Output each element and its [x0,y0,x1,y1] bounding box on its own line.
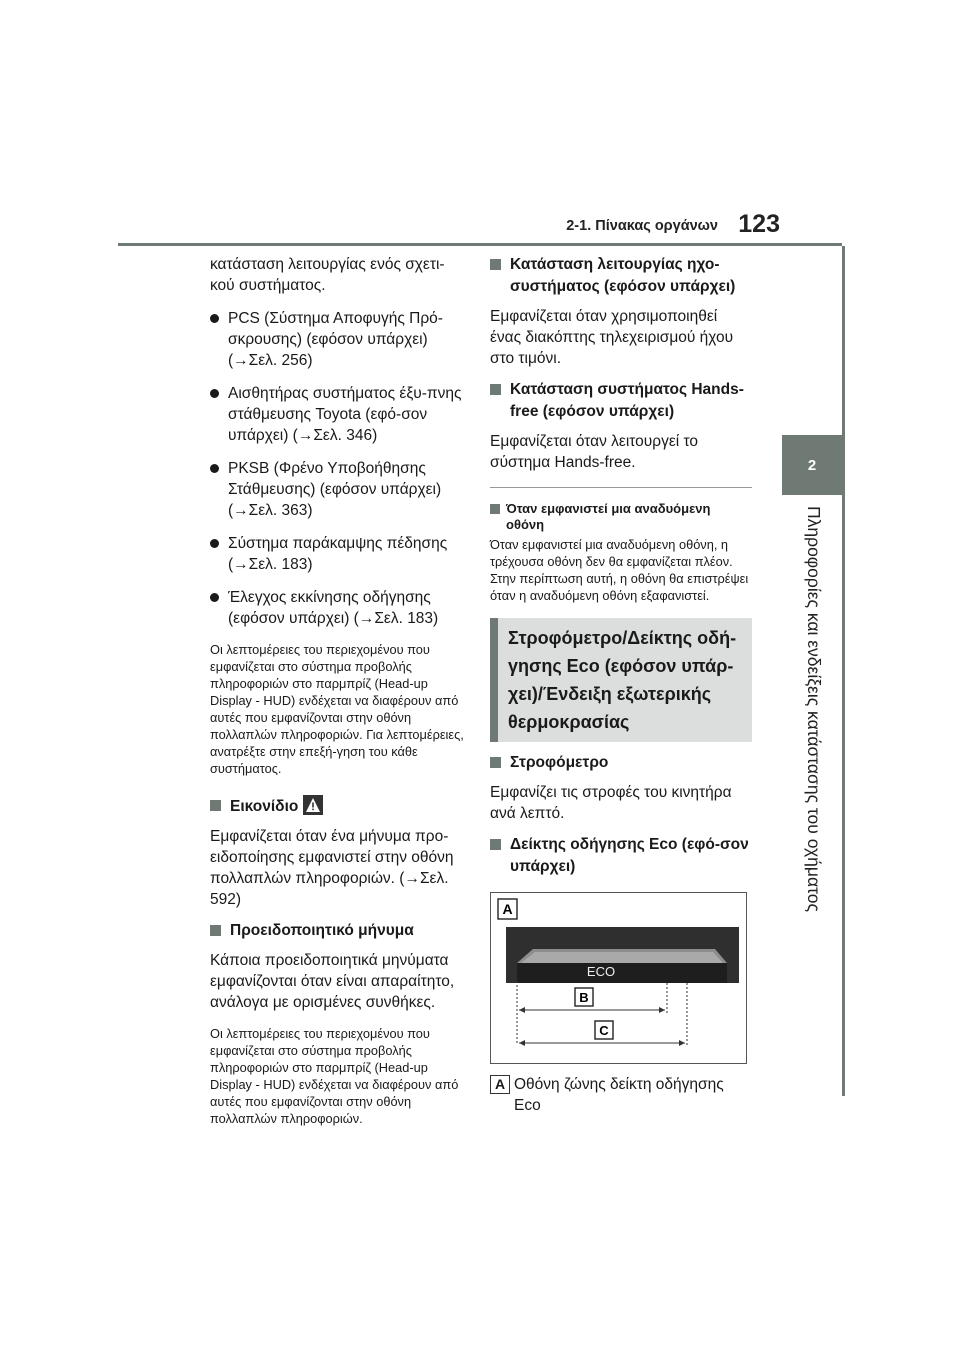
bullet-item [210,383,468,446]
audio-heading [490,254,752,298]
warning-text: Κάποια προειδοποιητικά μηνύματα εμφανίζονται όταν είναι απαραίτητο, ανάλογα με ορισμένες συνθήκες. [210,952,455,1011]
left-column [210,254,468,1127]
tachometer-text: Εμφανίζει τις στροφές του κινητήρα ανά λεπτό. [490,784,732,822]
square-bullet-icon [490,504,500,514]
legend-text: Οθόνη ζώνης δείκτη οδήγησης Eco [514,1076,724,1114]
eco-text: ECO [586,964,616,979]
handsfree-text: Εμφανίζεται όταν λειτουργεί το σύστημα Hands-free. [490,433,699,471]
section-title-text: Στροφόμετρο/Δείκτης οδή-γησης Eco (εφόσον υπάρ-χει)/Ένδειξη εξωτερικής θερμοκρασίας [508,628,737,732]
square-bullet-icon [210,925,221,936]
page-header [540,210,780,244]
icon-text: Εμφανίζεται όταν ένα μήνυμα προ-ειδοποίησης εμφανιστεί στην οθόνη πολλαπλών πληροφοριών. (→Σελ. 592) [210,828,454,908]
chapter-tab: 2 [782,435,842,495]
page-number: 123 [738,210,780,238]
bullet-text: PCS (Σύστημα Αποφυγής Πρό-σκρουσης) (εφόσον υπάρχει) (→Σελ. 256) [228,310,443,369]
popup-heading-text: Όταν εμφανιστεί μια αναδυόμενη οθόνη [506,501,711,532]
section-title-box [490,618,752,742]
hud-note-2: Οι λεπτομέρειες του περιεχομένου που εμφανίζεται στο σύστημα προβολής πληροφοριών στο παρμπρίζ (Head-up Display - HUD) ενδέχεται να διαφέρουν από αυτές που εμφανίζονται στην οθόνη πολλαπλών πληροφοριών. [210,1026,459,1126]
square-bullet-icon [490,757,501,768]
square-bullet-icon [210,800,221,811]
divider [490,487,752,488]
tachometer-heading [490,752,752,774]
tachometer-heading-text: Στροφόμετρο [510,754,609,771]
icon-heading [210,795,468,818]
side-rule [842,246,845,1096]
bullet-dot-icon [210,593,219,602]
bullet-dot-icon [210,539,219,548]
bullet-item [210,533,468,575]
square-bullet-icon [490,384,501,395]
popup-text: Όταν εμφανιστεί μια αναδυόμενη οθόνη, η τρέχουσα οθόνη δεν θα εμφανίζεται πλέον. Στην περίπτωση αυτή, η οθόνη θα επιστρέψει όταν η αναδυόμενη οθόνη εξαφανιστεί. [490,537,749,603]
handsfree-heading-text: Κατάσταση συστήματος Hands-free (εφόσον υπάρχει) [510,381,744,420]
figure-label-c: C [599,1023,609,1038]
bullet-dot-icon [210,464,219,473]
figure-label-b: B [579,990,589,1005]
bullet-dot-icon [210,314,219,323]
square-bullet-icon [490,259,501,270]
bullet-text: Αισθητήρας συστήματος έξυ-πνης στάθμευσης Toyota (εφό-σον υπάρχει) (→Σελ. 346) [228,385,462,444]
header-rule [118,243,842,246]
bullet-item [210,308,468,371]
right-column [490,254,752,1116]
popup-heading [490,501,752,532]
legend-label-a: A [490,1075,510,1094]
warning-message-heading [210,920,468,942]
section-title: 2-1. Πίνακας οργάνων [566,218,718,234]
icon-heading-text: Εικονίδιο [230,798,299,815]
bullet-dot-icon [210,389,219,398]
bullet-text: Έλεγχος εκκίνησης οδήγησης (εφόσον υπάρχει) (→Σελ. 183) [228,589,439,627]
hud-note: Οι λεπτομέρειες του περιεχομένου που εμφανίζεται στο σύστημα προβολής πληροφοριών στο παρμπρίζ (Head-up Display - HUD) ενδέχεται να διαφέρουν από αυτές που εμφανίζονται στην οθόνη πολλαπλών πληροφοριών. Για λεπτομέρειες, ανατρέξτε στην επεξή-γηση του κάθε συστήματος. [210,642,464,776]
legend-item [490,1074,752,1116]
figure-label-a: A [502,901,513,917]
audio-heading-text: Κατάσταση λειτουργίας ηχο-συστήματος (εφόσον υπάρχει) [510,256,736,295]
bullet-item [210,458,468,521]
square-bullet-icon [490,839,501,850]
warning-triangle-icon [303,795,323,815]
audio-text: Εμφανίζεται όταν χρησιμοποιηθεί ένας διακόπτης τηλεχειρισμού ήχου στο τιμόνι. [490,308,734,367]
bullet-text: Σύστημα παράκαμψης πέδησης (→Σελ. 183) [228,535,448,573]
bullet-text: PKSB (Φρένο Υποβοήθησης Στάθμευσης) (εφόσον υπάρχει) (→Σελ. 363) [228,460,442,519]
eco-indicator-heading [490,834,752,878]
eco-heading-text: Δείκτης οδήγησης Eco (εφό-σον υπάρχει) [510,836,749,875]
bullet-item [210,587,468,629]
chapter-side-title: Πληροφορίες και ενδείξεις κατάστασης του οχήματος [804,506,824,912]
intro-text: κατάσταση λειτουργίας ενός σχετι-κού συστήματος. [210,256,445,294]
eco-diagram [491,893,746,1063]
handsfree-heading [490,379,752,423]
warning-heading-text: Προειδοποιητικό μήνυμα [230,922,414,939]
eco-indicator-figure [490,892,747,1064]
